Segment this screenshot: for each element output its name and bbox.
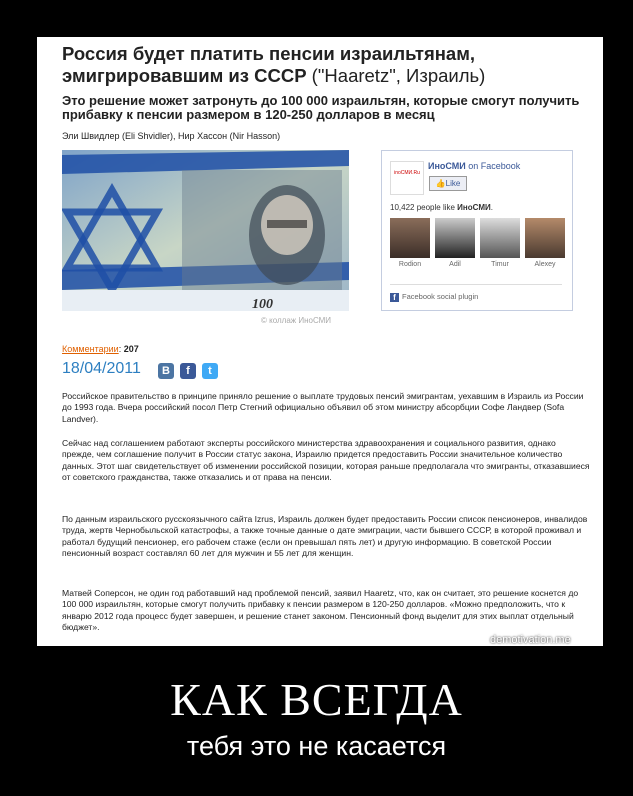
photo-caption: © коллаж ИноСМИ [261, 316, 332, 325]
comments-separator: : [118, 344, 124, 354]
comments-count [62, 344, 139, 354]
facebook-icon: f [390, 293, 399, 302]
article-authors: Эли Швидлер (Eli Shvidler), Нир Хассон (Nir Hasson) [62, 131, 281, 141]
article-screenshot [39, 39, 601, 644]
inosmi-logo[interactable] [390, 161, 424, 195]
facebook-page-link[interactable] [428, 161, 520, 171]
count-name: ИноСМИ [457, 203, 491, 212]
fan-face[interactable] [480, 218, 520, 268]
banknote-flag-collage [62, 150, 349, 311]
fan-name: Adil [449, 261, 461, 268]
plugin-label: Facebook social plugin [402, 292, 479, 301]
article-photo [62, 150, 349, 311]
site-watermark: demotivation.me [490, 634, 571, 646]
article-paragraph: Сейчас над соглашением работают эксперты российского министерства здравоохранения и социального развития, однако прежде, чем соглашение получит в России статус закона, Израилю придется предоставить России значительное количество данных. Этот шаг свидетельствует об изменении российской позиции, которая раньше предполагала что эмигранты, отказавшиеся от советского гражданства, также отказались и от права на пенсии. [62, 438, 590, 483]
like-label: Like [445, 179, 461, 188]
article-subheadline: Это решение может затронуть до 100 000 израильтян, которые смогут получить прибавку к пенсии размером в 120-250 долларов в месяц [62, 93, 580, 122]
fan-face[interactable] [390, 218, 430, 268]
avatar [435, 218, 475, 258]
poster-frame [37, 37, 603, 646]
fan-face[interactable] [435, 218, 475, 268]
avatar [390, 218, 430, 258]
comments-number: 207 [123, 344, 139, 354]
article-date: 18/04/2011 [62, 360, 141, 377]
banknote-value: 100 [252, 297, 273, 311]
logo-text: inoСМИ.Ru [394, 170, 420, 176]
headline-source: ("Haaretz", Израиль) [306, 65, 486, 86]
on-facebook-text: on Facebook [465, 161, 521, 171]
twitter-share-icon[interactable]: t [202, 363, 218, 379]
headline-text: Россия будет платить пенсии израильтянам, эмигрировавшим из СССР [62, 43, 476, 86]
article-paragraph: Матвей Соперсон, не один год работавший над проблемой пенсий, заявил Haaretz, что, как он считает, это решение коснется до 100 000 израильтян, которые смогут получить прибавку к пенсии размером в 120-250 долларов. «Можно предположить, что к январю 2012 года процесс будет завершен, и решение станет законом. Пенсионный фонд выделит для этих выплат отдельный бюджет». [62, 588, 579, 633]
fan-faces [390, 218, 570, 268]
fan-face[interactable] [525, 218, 565, 268]
fan-name: Alexey [534, 261, 556, 268]
social-plugin-link[interactable] [390, 292, 478, 302]
divider [390, 284, 562, 285]
count-suffix: . [490, 203, 493, 212]
like-icon: 👍 [435, 179, 446, 188]
page-name: ИноСМИ [428, 161, 466, 171]
fan-name: Rodion [398, 261, 422, 268]
article-headline [62, 43, 582, 87]
fan-name: Timur [491, 261, 509, 268]
avatar [525, 218, 565, 258]
avatar [480, 218, 520, 258]
like-count [390, 203, 493, 212]
facebook-like-box [381, 150, 573, 311]
poster-subtitle: тебя это не касается [186, 731, 447, 761]
vk-share-icon[interactable]: B [158, 363, 174, 379]
facebook-share-icon[interactable]: f [180, 363, 196, 379]
like-button[interactable] [429, 176, 467, 191]
poster-title: КАК ВСЕГДА [170, 674, 463, 725]
article-paragraph: Российское правительство в принципе приняло решение о выплате трудовых пенсий эмигрантам, уехавшим в Израиль из России до 1993 года. Вчера российский посол Петр Стегний официально объявил об этом министру абсорбции Софе Ландвер (Sofa Landver). [62, 391, 584, 424]
comments-link[interactable]: Комментарии [62, 344, 119, 354]
count-prefix: 10,422 people like [390, 203, 458, 212]
article-paragraph: По данным израильского русскоязычного сайта Izrus, Израиль должен будет предоставить России список пенсионеров, инвалидов труда, жертв Чернобыльской катастрофы, а также точные данные о дате эмиграции, части бывшего СССР, в которой проживал и работал будущий пенсионер, его рабочем стаже (если он превышал пять лет) и другую информацию. В советской России пенсионный возраст составлял 60 лет для мужчин и 55 лет для женщин. [62, 514, 588, 559]
